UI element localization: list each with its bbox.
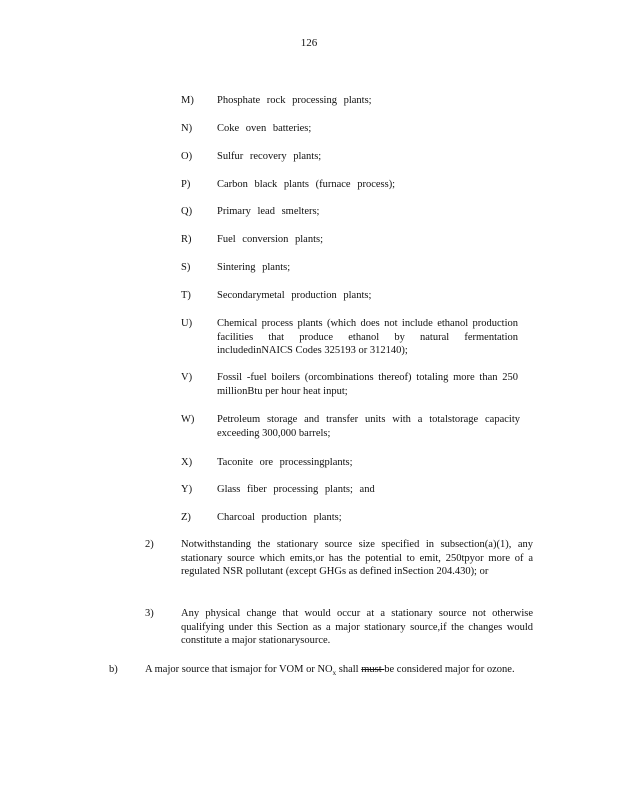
list-item-p <box>181 178 541 192</box>
numbered-item-2 <box>145 538 537 594</box>
item-label: Q) <box>181 206 193 217</box>
item-text: Primary lead smelters; <box>217 206 320 217</box>
item-label: Y) <box>181 484 193 495</box>
item-text: Glass fiber processing plants; and <box>217 484 375 495</box>
list-item-q <box>181 205 541 219</box>
item-label: M) <box>181 95 194 106</box>
text-middle: shall <box>336 664 362 675</box>
text-before: A major source that ismajor for VOM or NO <box>145 664 333 675</box>
subsection-b <box>109 663 539 691</box>
item-text: Notwithstanding the stationary source size specified in subsection(a)(1), any stationary source which emits,or has the potential to emit, 250tpyor more of a regulated NSR pollutant (except GHGs as defined inSection 204.430); or <box>181 539 533 577</box>
item-label: U) <box>181 318 193 329</box>
list-item-w <box>181 413 541 441</box>
item-text: Any physical change that would occur at a stationary source not otherwise qualifying under this Section as a major stationary source,if the changes would constitute a major stationarysource. <box>181 608 533 646</box>
item-text: Phosphate rock processing plants; <box>217 95 372 106</box>
item-label: R) <box>181 234 192 245</box>
list-item-v <box>181 371 541 399</box>
text-after: be considered major for ozone. <box>384 664 515 675</box>
item-label: O) <box>181 151 193 162</box>
item-text: Secondarymetal production plants; <box>217 290 372 301</box>
struck-word: must <box>361 664 385 675</box>
item-text: Charcoal production plants; <box>217 512 342 523</box>
list-item-m <box>181 94 541 108</box>
item-text: Fossil -fuel boilers (orcombinations thereof) totaling more than 250 millionBtu per hour heat input; <box>217 372 518 397</box>
numbered-item-3 <box>145 607 537 649</box>
item-text: Fuel conversion plants; <box>217 234 323 245</box>
list-item-t <box>181 289 541 303</box>
list-item-z <box>181 511 541 525</box>
item-label: T) <box>181 290 191 301</box>
item-text: Taconite ore processingplants; <box>217 457 353 468</box>
subscript-x: x <box>332 669 337 677</box>
item-text: Coke oven batteries; <box>217 123 312 134</box>
list-item-r <box>181 233 541 247</box>
item-label: 2) <box>145 539 154 550</box>
list-item-s <box>181 261 541 275</box>
list-item-u <box>181 317 541 359</box>
item-label: 3) <box>145 608 154 619</box>
item-text: Chemical process plants (which does not include ethanol production facilities that produce ethanol by natural fermentation includedinNAICS Codes 325193 or 312140); <box>217 318 518 356</box>
item-label: P) <box>181 179 191 190</box>
item-text: Petroleum storage and transfer units with a totalstorage capacity exceeding 300,000 barrels; <box>217 414 520 439</box>
page-number: 126 <box>300 37 318 49</box>
list-item-n <box>181 122 541 136</box>
item-label: X) <box>181 457 193 468</box>
item-text: Sintering plants; <box>217 262 291 273</box>
item-label: V) <box>181 372 193 383</box>
item-label: Z) <box>181 512 191 523</box>
subsection-label: b) <box>109 664 118 675</box>
list-item-x <box>181 456 541 470</box>
subsection-text <box>145 663 533 678</box>
list-item-y <box>181 483 541 497</box>
item-label: W) <box>181 414 195 425</box>
item-label: S) <box>181 262 191 273</box>
list-item-o <box>181 150 541 164</box>
item-text: Carbon black plants (furnace process); <box>217 179 396 190</box>
item-text: Sulfur recovery plants; <box>217 151 322 162</box>
item-label: N) <box>181 123 193 134</box>
